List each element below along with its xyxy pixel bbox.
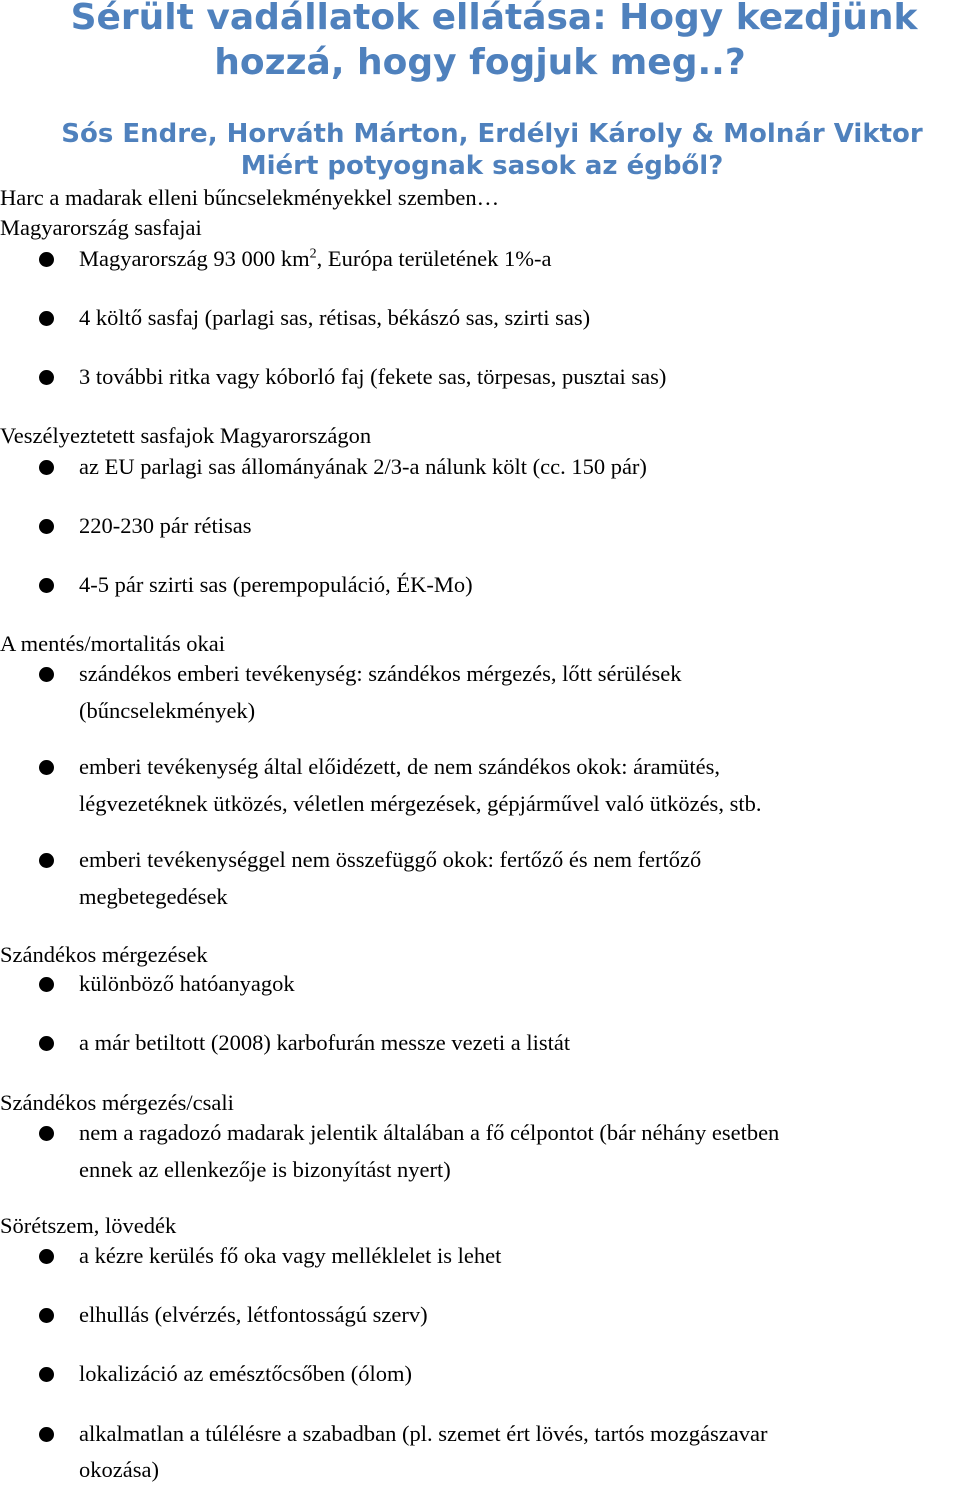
list-item-continuation: (bűncselekmények) bbox=[79, 698, 256, 723]
bullet-icon bbox=[39, 1308, 54, 1323]
authors: Sós Endre, Horváth Márton, Erdélyi Károly & Molnár Viktor bbox=[61, 119, 923, 149]
list-item: 3 további ritka vagy kóborló faj (fekete sas, törpesas, pusztai sas) bbox=[79, 364, 667, 389]
bullet-icon bbox=[39, 760, 54, 775]
list-item: emberi tevékenységgel nem összefüggő okok: fertőző és nem fertőző bbox=[79, 847, 702, 872]
list-item: a már betiltott (2008) karbofurán messze vezeti a listát bbox=[79, 1030, 571, 1055]
section-heading-mergezesek: Szándékos mérgezések bbox=[0, 942, 208, 967]
list-item-continuation: légvezetéknek ütközés, véletlen mérgezések, gépjárművel való ütközés, stb. bbox=[79, 791, 762, 816]
list-item: különböző hatóanyagok bbox=[79, 971, 295, 996]
bullet-icon bbox=[39, 1367, 54, 1382]
bullet-icon bbox=[39, 519, 54, 534]
bullet-icon bbox=[39, 1249, 54, 1264]
list-item-continuation: okozása) bbox=[79, 1457, 159, 1482]
title-line-1: Sérült vadállatok ellátása: Hogy kezdjünk bbox=[70, 0, 918, 38]
title-line-2: hozzá, hogy fogjuk meg..? bbox=[214, 42, 746, 83]
list-item-continuation: ennek az ellenkezője is bizonyítást nyert) bbox=[79, 1157, 451, 1182]
bullet-icon bbox=[39, 460, 54, 475]
section-heading-soretszem: Sörétszem, lövedék bbox=[0, 1213, 177, 1238]
list-item: alkalmatlan a túlélésre a szabadban (pl. szemet ért lövés, tartós mozgászavar bbox=[79, 1421, 768, 1446]
bullet-icon bbox=[39, 853, 54, 868]
bullet-icon bbox=[39, 311, 54, 326]
list-item: 220-230 pár rétisas bbox=[79, 513, 252, 538]
bullet-icon bbox=[39, 252, 54, 267]
bullet-icon bbox=[39, 1427, 54, 1442]
list-item: 4-5 pár szirti sas (perempopuláció, ÉK-Mo) bbox=[79, 572, 473, 597]
section-heading-sasfajai: Magyarország sasfajai bbox=[0, 215, 202, 240]
list-item-continuation: megbetegedések bbox=[79, 884, 228, 909]
intro-text: Harc a madarak elleni bűncselekményekkel szemben… bbox=[0, 185, 500, 210]
bullet-icon bbox=[39, 977, 54, 992]
list-item: Magyarország 93 000 $km^2$, Európa területének 1%-a bbox=[79, 246, 552, 271]
bullet-icon bbox=[39, 578, 54, 593]
list-item: szándékos emberi tevékenység: szándékos mérgezés, lőtt sérülések bbox=[79, 661, 682, 686]
section-heading-csali: Szándékos mérgezés/csali bbox=[0, 1090, 234, 1115]
list-item: 4 költő sasfaj (parlagi sas, rétisas, békászó sas, szirti sas) bbox=[79, 305, 591, 330]
bullet-icon bbox=[39, 370, 54, 385]
section-heading-veszelyeztetett: Veszélyeztetett sasfajok Magyarországon bbox=[0, 423, 372, 448]
bullet-icon bbox=[39, 667, 54, 682]
section-heading-mentes-okai: A mentés/mortalitás okai bbox=[0, 631, 225, 656]
subtitle: Miért potyognak sasok az égből? bbox=[240, 151, 724, 181]
list-item: emberi tevékenység által előidézett, de nem szándékos okok: áramütés, bbox=[79, 754, 721, 779]
bullet-icon bbox=[39, 1036, 54, 1051]
bullet-icon bbox=[39, 1126, 54, 1141]
list-item: az EU parlagi sas állományának 2/3-a nálunk költ (cc. 150 pár) bbox=[79, 454, 647, 479]
list-item: lokalizáció az emésztőcsőben (ólom) bbox=[79, 1361, 412, 1386]
list-item: nem a ragadozó madarak jelentik általában a fő célpontot (bár néhány esetben bbox=[79, 1120, 780, 1145]
list-item: a kézre kerülés fő oka vagy melléklelet is lehet bbox=[79, 1243, 502, 1268]
list-item: elhullás (elvérzés, létfontosságú szerv) bbox=[79, 1302, 428, 1327]
